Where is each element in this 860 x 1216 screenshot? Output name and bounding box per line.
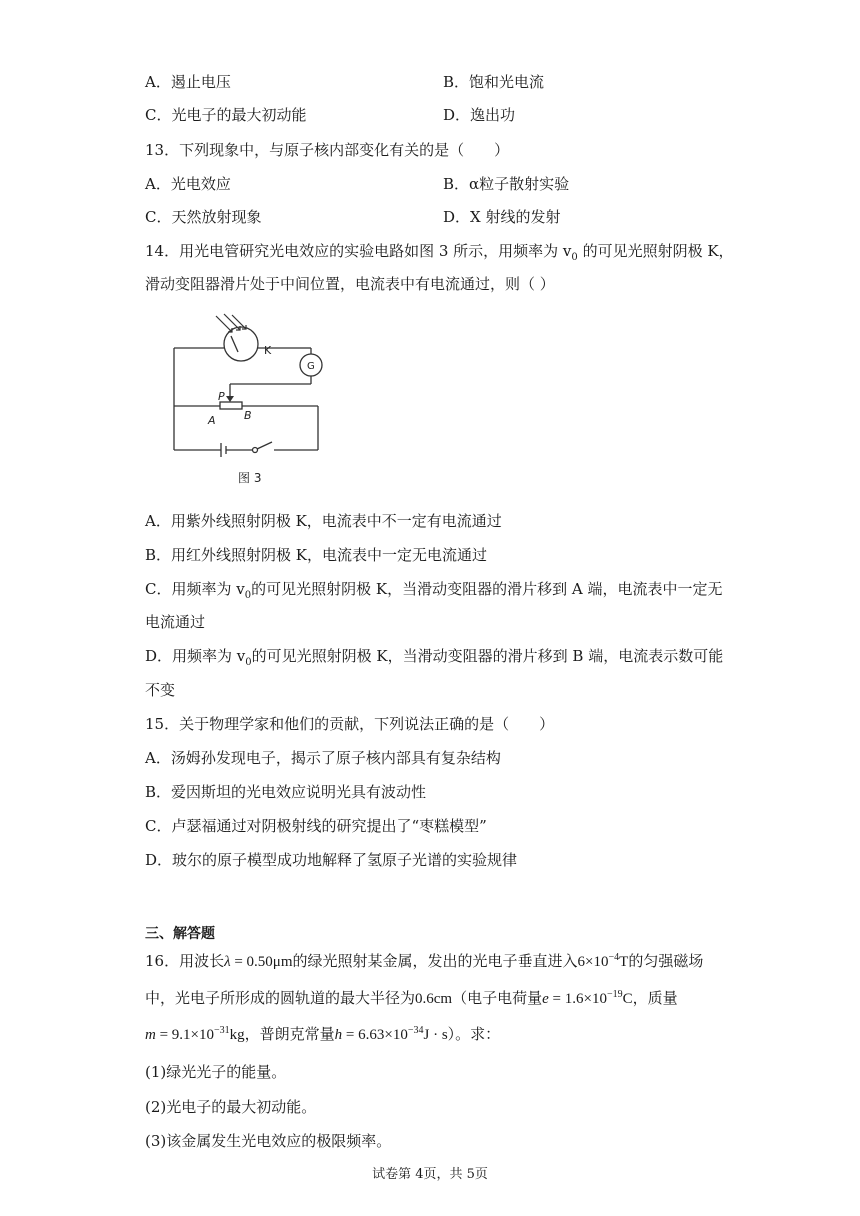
- q16-l1-text: 16．用波长: [145, 952, 225, 970]
- q16-line1: [145, 951, 703, 972]
- label-b: B: [244, 409, 252, 422]
- q16-mass-value: = 9.1×10: [155, 1027, 215, 1043]
- q16-radius: 0.6cm: [415, 991, 453, 1007]
- q16-lambda-value: = 0.50μm: [230, 954, 293, 970]
- q16-l3-text-b: ）。求：: [447, 1025, 501, 1043]
- q14-d-text-cont: 的可见光照射阴极 K，当滑动变阻器的滑片移到 B 端，电流表示数可能: [251, 647, 724, 665]
- q15-option-c: C．卢瑟福通过对阴极射线的研究提出了“枣糕模型”: [145, 817, 487, 835]
- q14-option-d-line1: [145, 646, 723, 666]
- q14-stem-text-cont: 的可见光照射阴极 K，: [577, 242, 734, 260]
- q12-option-a: A．遏止电压: [145, 73, 231, 91]
- q14-stem-line2: 滑动变阻器滑片处于中间位置，电流表中有电流通过，则（ ）: [145, 275, 555, 293]
- q16-mass-symbol: m: [145, 1027, 156, 1043]
- q16-l3-text: ，普朗克常量: [244, 1025, 335, 1043]
- label-a: A: [208, 414, 216, 427]
- q14-stem-text: 14．用光电管研究光电效应的实验电路如图 3 所示，用频率为 v: [145, 242, 572, 260]
- q15-option-b: B．爱因斯坦的光电效应说明光具有波动性: [145, 783, 427, 801]
- q16-l1-text-b: 的绿光照射某金属，发出的光电子垂直进入: [292, 952, 578, 970]
- q14-option-d-line2: 不变: [145, 681, 176, 699]
- q12-option-b: B．饱和光电流: [443, 73, 545, 91]
- switch-contact: [253, 448, 258, 453]
- q13-option-c: C．天然放射现象: [145, 208, 262, 226]
- q14-stem-line1: [145, 241, 734, 261]
- q13-option-b: B．α粒子散射实验: [443, 175, 570, 193]
- q14-c-subscript: 0: [244, 590, 252, 601]
- rheostat: [220, 402, 242, 409]
- q16-l2-text-b: （电子电荷量: [452, 989, 543, 1007]
- slider-arrow-icon: [226, 396, 234, 402]
- q13-option-a: A．光电效应: [145, 175, 231, 193]
- label-p: P: [218, 390, 225, 403]
- q16-charge-exp: −19: [606, 989, 623, 1000]
- q12-option-c: C．光电子的最大初动能: [145, 106, 307, 124]
- q16-mass-exp: −31: [214, 1025, 230, 1036]
- q16-sub1: (1)绿光光子的能量。: [145, 1063, 287, 1081]
- q14-option-b: B．用红外线照射阴极 K，电流表中一定无电流通过: [145, 546, 487, 564]
- q16-planck-value: = 6.63×10: [342, 1027, 408, 1043]
- q16-line3: [145, 1024, 500, 1045]
- q16-planck-exp: −34: [407, 1025, 424, 1036]
- q14-option-c-line2: 电流通过: [145, 613, 206, 631]
- section-heading: 三、解答题: [145, 926, 215, 942]
- q14-option-c-line1: [145, 579, 722, 599]
- q16-charge-symbol: e: [542, 991, 549, 1007]
- q14-c-text-cont: 的可见光照射阴极 K，当滑动变阻器的滑片移到 A 端，电流表中一定无: [251, 580, 723, 598]
- q15-stem: 15．关于物理学家和他们的贡献，下列说法正确的是（ ）: [145, 715, 555, 733]
- q16-field-unit: T: [619, 954, 629, 970]
- label-g: G: [307, 361, 315, 372]
- q16-line2: [145, 988, 678, 1009]
- q14-c-text: C．用频率为 v: [145, 580, 245, 598]
- q16-lambda: λ: [224, 954, 231, 970]
- q14-d-subscript: 0: [245, 657, 252, 668]
- q16-l2-text: 中，光电子所形成的圆轨道的最大半径为: [145, 989, 416, 1007]
- q16-sub3: (3)该金属发生光电效应的极限频率。: [145, 1132, 392, 1150]
- switch-lever: [257, 442, 272, 449]
- q16-planck-unit: J · s: [423, 1027, 448, 1043]
- light-rays-icon: [216, 314, 246, 332]
- q16-planck-symbol: h: [334, 1027, 343, 1043]
- q16-field-exp: −4: [608, 952, 620, 963]
- q15-option-a: A．汤姆孙发现电子，揭示了原子核内部具有复杂结构: [145, 749, 501, 767]
- page-footer: 试卷第 4页，共 5页: [372, 1167, 488, 1182]
- figure-caption: 图 3: [238, 471, 262, 485]
- circuit-figure: [168, 312, 328, 494]
- phototube-cathode: [231, 336, 238, 352]
- q12-option-d: D．逸出功: [443, 106, 516, 124]
- q13-option-d: D．X 射线的发射: [443, 208, 561, 226]
- q16-l1-text-c: 的匀强磁场: [628, 952, 704, 970]
- q14-stem-subscript: 0: [571, 252, 578, 263]
- q14-d-text: D．用频率为 v: [145, 647, 246, 665]
- q16-l2-text-c: ，质量: [632, 989, 678, 1007]
- q16-field-value: 6×10: [577, 954, 609, 970]
- q13-stem: 13．下列现象中，与原子核内部变化有关的是（ ）: [145, 141, 510, 159]
- q16-charge-value: = 1.6×10: [548, 991, 607, 1007]
- q16-charge-unit: C: [622, 991, 633, 1007]
- q14-option-a: A．用紫外线照射阴极 K，电流表中不一定有电流通过: [145, 512, 502, 530]
- q16-sub2: (2)光电子的最大初动能。: [145, 1098, 317, 1116]
- label-k: K: [264, 344, 272, 357]
- q16-mass-unit: kg: [229, 1027, 245, 1043]
- q15-option-d: D．玻尔的原子模型成功地解释了氢原子光谱的实验规律: [145, 851, 518, 869]
